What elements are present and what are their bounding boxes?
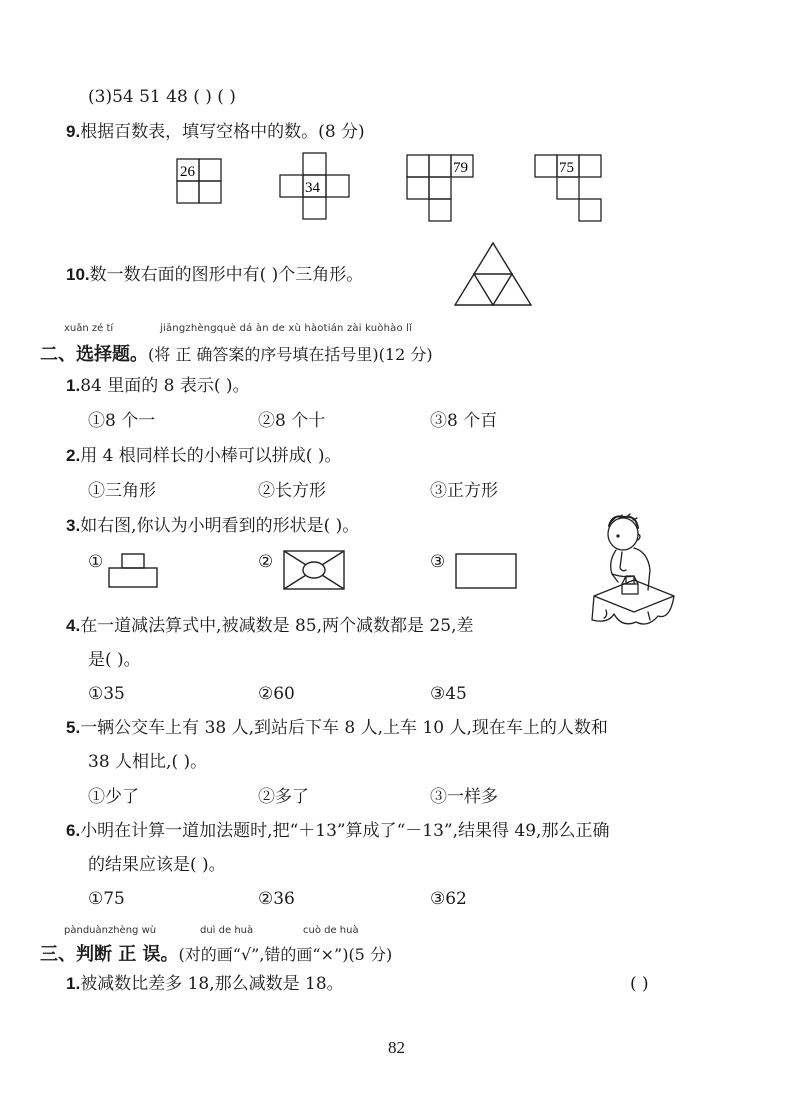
s2-q3 (66, 515, 359, 537)
s2-q2-option-b: ②长方形 (258, 481, 326, 501)
s2-q6-option-a: ①75 (88, 889, 125, 909)
s2-q5-text-cont: 38 人相比,( )。 (88, 752, 208, 772)
s2-q4-text-cont: 是( )。 (88, 650, 141, 670)
s2-q1-option-a: ①8 个一 (88, 411, 156, 431)
s2-q3-number: 3. (66, 516, 81, 535)
s2-q1-option-b: ②8 个十 (258, 411, 326, 431)
s2-q5-number: 5. (66, 718, 81, 737)
s2-q4-text: 在一道减法算式中,被减数是 85,两个减数都是 25,差 (80, 616, 474, 636)
cell-26: 26 (180, 164, 195, 180)
s2-q6 (66, 820, 609, 842)
s2-q4-option-c: ③45 (430, 684, 467, 704)
s2-q1-option-c: ③8 个百 (430, 411, 498, 431)
q10-number: 10. (66, 265, 90, 284)
section3-instructions: (对的画“√”,错的画“×”)(5 分) (178, 945, 393, 964)
q9-text: 根据百数表，填写空格中的数。(8 分) (80, 122, 365, 142)
s2-q4-option-a: ①35 (88, 684, 125, 704)
s3-q1-text: 被减数比差多 18,那么减数是 18。 (80, 974, 344, 994)
s3-q1 (66, 973, 344, 995)
s2-q4-number: 4. (66, 616, 81, 635)
s3-q1-answer-blank: ( ) (630, 974, 649, 994)
s2-q5-option-c: ③一样多 (430, 787, 498, 807)
s2-q3-option-a: ① (88, 552, 104, 572)
q10-question (66, 264, 363, 286)
s2-q5 (66, 717, 608, 739)
s2-q6-option-b: ②36 (258, 889, 295, 909)
s2-q6-text-cont: 的结果应该是( )。 (88, 855, 226, 875)
s2-q1 (66, 375, 250, 397)
s2-q4-option-b: ②60 (258, 684, 295, 704)
s2-q2-option-c: ③正方形 (430, 481, 498, 501)
cell-34: 34 (305, 180, 320, 196)
s2-q1-text: 84 里面的 8 表示( )。 (80, 376, 250, 396)
section2-pinyin-1: xuǎn zé tí (64, 323, 114, 334)
q9-question (66, 121, 365, 143)
section2-title: 二、选择题。 (40, 344, 148, 365)
q8-item3: (3)54 51 48 ( ) ( ) (88, 87, 236, 107)
section3-pinyin-3: cuò de huà (303, 925, 359, 936)
boy-looking-at-box-illustration (578, 512, 688, 632)
shape-option-b (283, 550, 345, 590)
s3-q1-number: 1. (66, 974, 81, 993)
section2-heading (40, 340, 433, 366)
section2-pinyin-2: jiāngzhèngquè dá àn de xù hàotián zài kuòhào lǐ (160, 323, 413, 334)
s2-q5-text: 一辆公交车上有 38 人,到站后下车 8 人,上车 10 人,现在车上的人数和 (80, 718, 608, 738)
hundred-chart-figures (165, 153, 605, 225)
s2-q3-text: 如右图,你认为小明看到的形状是( )。 (80, 516, 360, 536)
section2-instructions: (将 正 确答案的序号填在括号里)(12 分) (148, 345, 433, 364)
s2-q1-number: 1. (66, 376, 81, 395)
section3-title: 三、判断 正 误。 (40, 944, 179, 965)
s2-q2-text: 用 4 根同样长的小棒可以拼成( )。 (80, 446, 342, 466)
page-number: 82 (388, 1038, 405, 1057)
shape-option-a (108, 552, 158, 588)
s2-q5-option-a: ①少了 (88, 787, 139, 807)
cell-75: 75 (559, 160, 574, 176)
s2-q4 (66, 615, 473, 637)
cell-79: 79 (453, 160, 468, 176)
section3-pinyin-1: pànduànzhèng wù (64, 925, 157, 936)
s2-q6-option-c: ③62 (430, 889, 467, 909)
section3-heading (40, 940, 392, 966)
section3-pinyin-2: duì de huà (200, 925, 254, 936)
s2-q3-option-c: ③ (430, 552, 446, 572)
s2-q6-text: 小明在计算一道加法题时,把“＋13”算成了“－13”,结果得 49,那么正确 (80, 821, 610, 841)
s2-q2 (66, 445, 341, 467)
q10-text: 数一数右面的图形中有( )个三角形。 (89, 265, 364, 285)
s2-q6-number: 6. (66, 821, 81, 840)
s2-q2-number: 2. (66, 446, 81, 465)
q9-number: 9. (66, 122, 81, 141)
s2-q5-option-b: ②多了 (258, 787, 309, 807)
s2-q3-option-b: ② (258, 552, 274, 572)
triangle-figure (453, 241, 533, 307)
shape-option-c (455, 553, 517, 589)
s2-q2-option-a: ①三角形 (88, 481, 156, 501)
